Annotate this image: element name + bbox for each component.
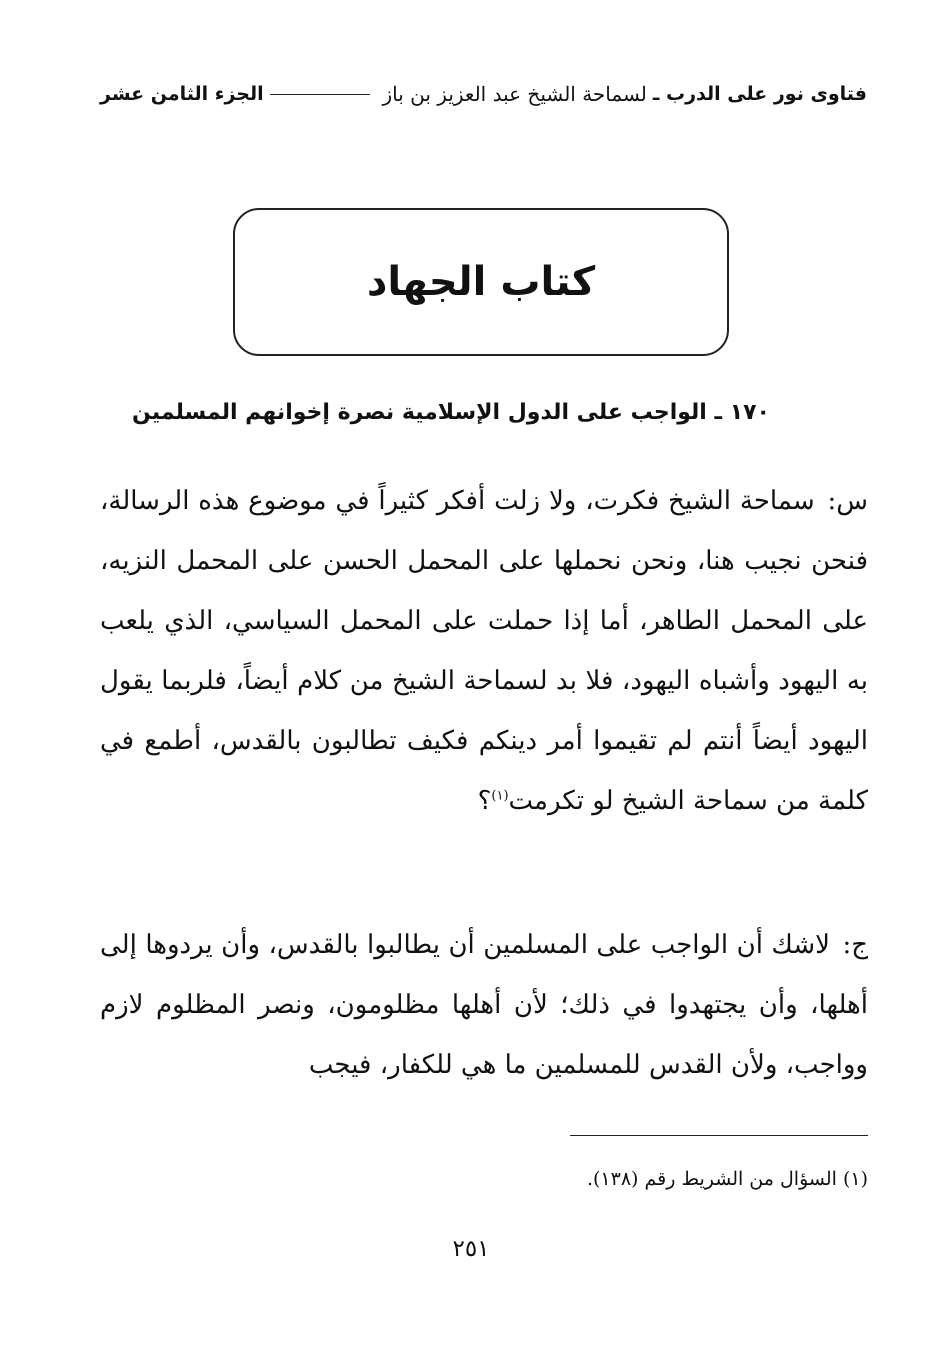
section-heading: ١٧٠ ـ الواجب على الدول الإسلامية نصرة إخوانهم المسلمين — [132, 400, 770, 425]
header-part: الجزء الثامن عشر — [100, 83, 264, 105]
footnote-separator — [570, 1135, 868, 1136]
page-number: ٢٥١ — [452, 1236, 490, 1262]
header-author: لسماحة الشيخ عبد العزيز بن باز — [382, 82, 647, 106]
answer-marker: ج: — [842, 930, 868, 960]
chapter-title: كتاب الجهاد — [366, 259, 596, 305]
footnote-reference: (١) — [491, 788, 509, 804]
running-header — [100, 76, 867, 112]
footnote: (١) السؤال من الشريط رقم (١٣٨). — [586, 1168, 868, 1190]
question-paragraph — [100, 471, 868, 831]
question-text: سماحة الشيخ فكرت، ولا زلت أفكر كثيراً في موضوع هذه الرسالة، فنحن نجيب هنا، ونحن نحملها على المحمل الحسن على المحمل النزيه، على المحمل الطاهر، أما إذا حملت على المحمل السياسي، الذي يلعب به اليهود وأشباه اليهود، فلا بد لسماحة الشيخ من كلام أيضاً، فلربما يقول اليهود أيضاً أنتم لم تقيموا أمر دينكم فكيف تطالبون بالقدس، أطمع في كلمة من سماحة الشيخ لو تكرمت — [100, 486, 868, 816]
header-book-title: فتاوى نور على الدرب ـ — [652, 83, 867, 105]
answer-text: لاشك أن الواجب على المسلمين أن يطالبوا بالقدس، وأن يردوها إلى أهلها، وأن يجتهدوا في ذلك؛ لأن أهلها مظلومون، ونصر المظلوم لازم وواجب، ولأن القدس للمسلمين ما هي للكفار، فيجب — [100, 930, 868, 1080]
question-end-mark: ؟ — [477, 786, 492, 816]
answer-paragraph — [100, 915, 868, 1095]
question-marker: س: — [827, 486, 869, 516]
header-rule — [270, 94, 371, 95]
chapter-title-box — [233, 208, 729, 356]
